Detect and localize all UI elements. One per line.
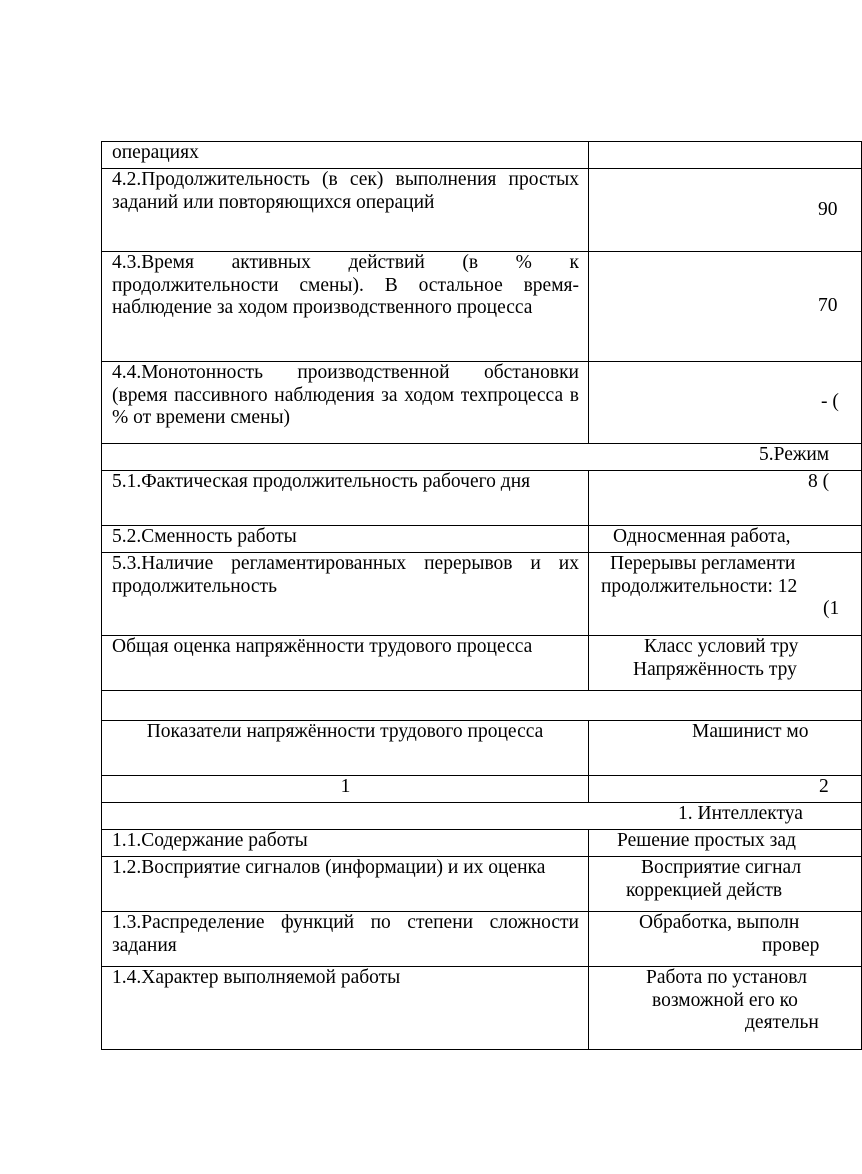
table-row (102, 912, 862, 967)
table-row (102, 967, 862, 1050)
empty-cell (102, 691, 862, 721)
column-number-2: 2 (589, 776, 862, 803)
indicator-cell: операциях (102, 142, 589, 169)
indicator-cell: 1.2.Восприятие сигналов (информации) и их оценка (102, 857, 589, 912)
section-row (102, 803, 862, 830)
section-title-cell (102, 803, 862, 830)
value-cell: 70 (589, 252, 862, 362)
header-cell-indicators: Показатели напряжённости трудового процесса (102, 721, 589, 776)
table-row (102, 142, 862, 169)
indicator-cell: 4.2.Продолжительность (в сек) выполнения простых заданий или повторяющихся операций (102, 169, 589, 252)
table-row (102, 362, 862, 444)
indicator-cell: 4.4.Монотонность производственной обстановки (время пассивного наблюдения за ходом техпроцесса в % от времени смены) (102, 362, 589, 444)
section-title-cell (102, 444, 862, 471)
value-cell: Работа по установл возможной его ко деятельн (589, 967, 862, 1050)
summary-row (102, 636, 862, 691)
table-row (102, 857, 862, 912)
summary-label-cell: Общая оценка напряжённости трудового процесса (102, 636, 589, 691)
section-title: 5.Режим (759, 444, 830, 465)
table-row (102, 830, 862, 857)
indicator-cell: 5.3.Наличие регламентированных перерывов и их продолжительность (102, 553, 589, 636)
indicator-cell: 1.3.Распределение функций по степени сложности задания (102, 912, 589, 967)
table-row (102, 252, 862, 362)
value-cell: 8 ( (589, 471, 862, 526)
table-row (102, 169, 862, 252)
summary-value-cell: Класс условий тру Напряжённость тру (589, 636, 862, 691)
numbering-row (102, 776, 862, 803)
value-cell: Восприятие сигнал коррекцией действ (589, 857, 862, 912)
indicator-cell: 5.1.Фактическая продолжительность рабочего дня (102, 471, 589, 526)
empty-row (102, 691, 862, 721)
value-cell: Односменная работа, (589, 526, 862, 553)
column-number-1: 1 (102, 776, 589, 803)
value-cell: - ( (589, 362, 862, 444)
value-cell (589, 142, 862, 169)
table-row (102, 526, 862, 553)
table-row (102, 553, 862, 636)
indicator-cell: 1.4.Характер выполняемой работы (102, 967, 589, 1050)
value-cell: 90 (589, 169, 862, 252)
value-cell: Перерывы регламенти продолжительности: 12 (1 (589, 553, 862, 636)
indicator-cell: 5.2.Сменность работы (102, 526, 589, 553)
table-row (102, 471, 862, 526)
section-title: 1. Интеллектуа (678, 803, 803, 824)
section-row (102, 444, 862, 471)
indicator-cell: 1.1.Содержание работы (102, 830, 589, 857)
value-cell: Обработка, выполн провер (589, 912, 862, 967)
value-cell: Решение простых зад (589, 830, 862, 857)
labor-conditions-table (101, 141, 862, 1050)
header-cell-profession: Машинист мо (589, 721, 862, 776)
header-row (102, 721, 862, 776)
indicator-cell: 4.3.Время активных действий (в % к продолжительности смены). В остальное время-наблюдение за ходом производственного процесса (102, 252, 589, 362)
